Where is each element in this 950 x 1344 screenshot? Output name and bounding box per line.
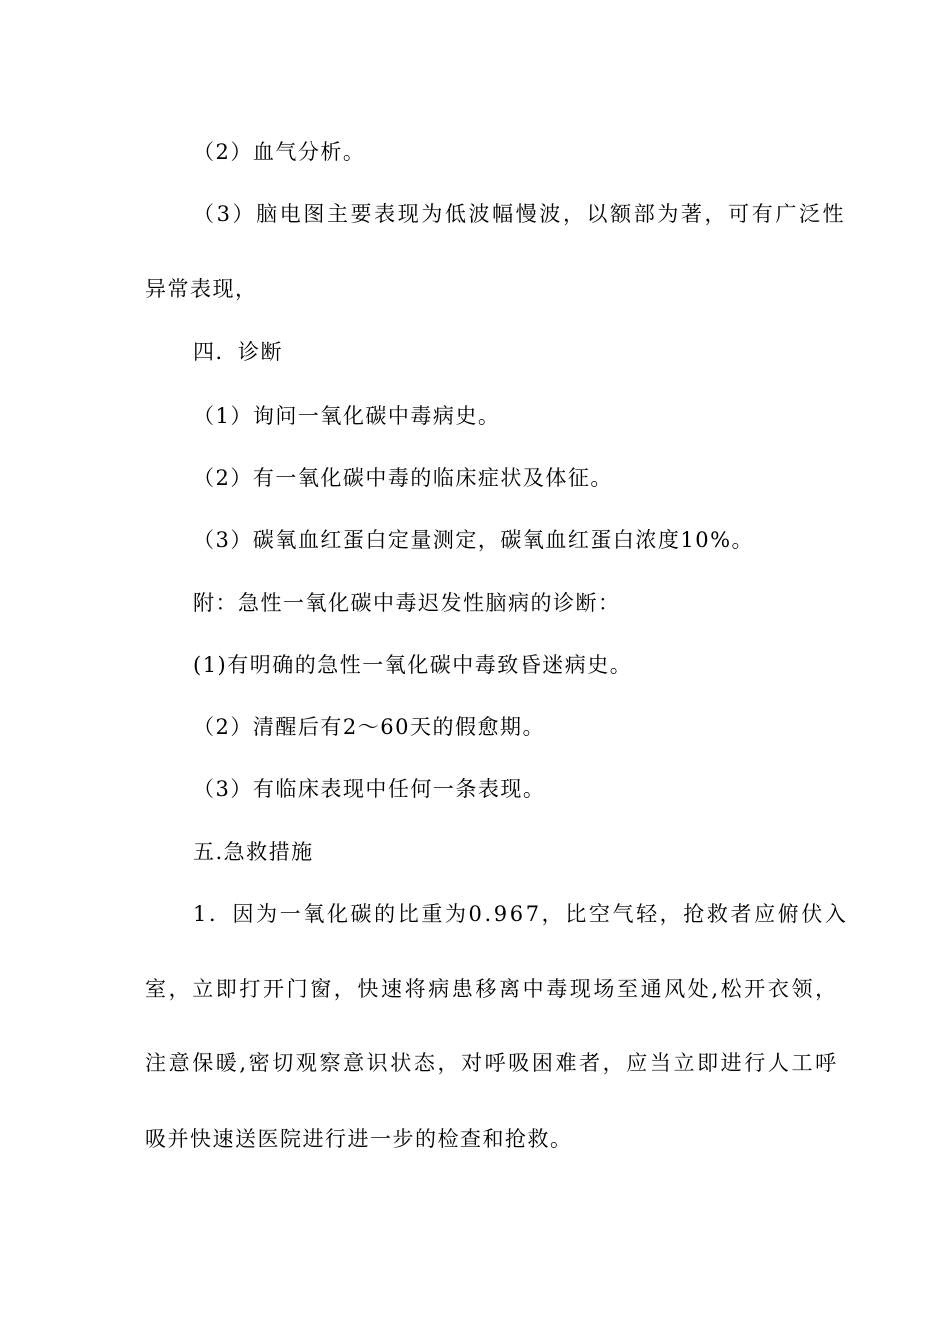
section-heading-first-aid: 五.急救措施: [193, 840, 314, 864]
text-line-history: （1）询问一氧化碳中毒病史。: [193, 404, 501, 428]
text-line-first-aid-1: 1．因为一氧化碳的比重为0.967，比空气轻，抢救者应俯伏入: [193, 902, 849, 926]
text-line-recovery-period: （2）清醒后有2～60天的假愈期。: [193, 715, 545, 739]
text-line-first-aid-2: 室，立即打开门窗，快速将病患移离中毒现场至通风处,松开衣领，: [145, 977, 839, 1001]
text-line-symptoms: （2）有一氧化碳中毒的临床症状及体征。: [193, 466, 613, 490]
text-line-first-aid-3: 注意保暖,密切观察意识状态，对呼吸困难者，应当立即进行人工呼: [145, 1051, 839, 1075]
text-line-appendix: 附：急性一氧化碳中毒迟发性脑病的诊断：: [193, 591, 621, 615]
text-line-eeg-continued: 异常表现，: [145, 277, 258, 301]
text-line-first-aid-4: 吸并快速送医院进行进一步的检查和抢救。: [145, 1127, 573, 1151]
section-heading-diagnosis: 四．诊断: [193, 340, 283, 364]
text-line-blood-gas: （2）血气分析。: [193, 140, 366, 164]
text-line-cohb: （3）碳氧血红蛋白定量测定，碳氧血红蛋白浓度10%。: [193, 528, 755, 552]
text-line-coma-history: (1)有明确的急性一氧化碳中毒致昏迷病史。: [193, 653, 633, 677]
text-line-eeg: （3）脑电图主要表现为低波幅慢波，以额部为著，可有广泛性: [193, 202, 847, 226]
text-line-clinical-signs: （3）有临床表现中任何一条表现。: [193, 777, 546, 801]
